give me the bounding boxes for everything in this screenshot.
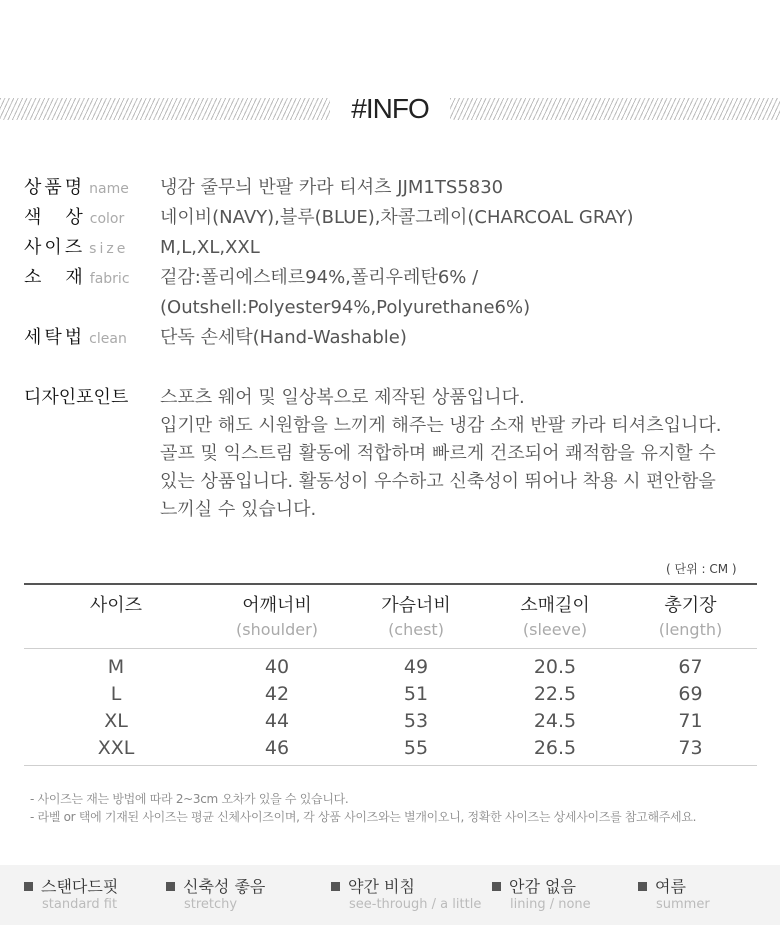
square-bullet-icon	[166, 882, 175, 891]
design-point-line: 있는 상품입니다. 활동성이 우수하고 신축성이 뛰어나 착용 시 편안함을	[160, 471, 716, 492]
table-cell: 69	[678, 683, 703, 705]
header-en: (length)	[658, 620, 723, 639]
table-cell: 67	[678, 656, 703, 678]
feature-label-en: standard fit	[42, 897, 118, 912]
info-label-en: color	[89, 211, 125, 227]
table-cell: L	[110, 683, 122, 705]
table-cell: 53	[403, 710, 429, 732]
info-title: #INFO	[330, 93, 450, 125]
feature-label-en: lining / none	[510, 897, 591, 912]
table-row	[24, 681, 757, 708]
table-body	[24, 649, 757, 766]
feature-see-through	[331, 877, 481, 913]
table-cell: 55	[403, 737, 429, 759]
header-ko: 가슴너비	[381, 595, 451, 616]
table-cell: 20.5	[533, 656, 577, 678]
header-en: (sleeve)	[522, 620, 588, 639]
info-label-ko: 상품명	[24, 177, 86, 198]
feature-label-ko: 여름	[655, 877, 686, 896]
table-cell: 46	[264, 737, 290, 759]
table-row	[24, 735, 757, 762]
product-info-list	[24, 176, 764, 356]
table-header	[24, 585, 757, 649]
info-label-en: size	[89, 241, 129, 257]
info-row-clean	[24, 326, 764, 356]
table-cell: XL	[104, 710, 128, 732]
table-cell: XXL	[97, 737, 135, 759]
feature-label-en: summer	[656, 897, 710, 912]
table-cell: 42	[264, 683, 290, 705]
size-table	[24, 583, 757, 766]
info-label-en: name	[89, 181, 129, 197]
info-label-ko: 세탁법	[24, 327, 86, 348]
table-cell: 73	[678, 737, 703, 759]
size-note: - 라벨 or 택에 기재된 사이즈는 평균 신체사이즈이며, 각 상품 사이즈와는 별개이오니, 정확한 사이즈는 상세사이즈를 참고해주세요.	[30, 810, 697, 824]
info-value: 단독 손세탁(Hand-Washable)	[160, 327, 407, 348]
info-value: (Outshell:Polyester94%,Polyurethane6%)	[160, 297, 531, 318]
feature-label-ko: 약간 비침	[348, 877, 415, 896]
feature-label-ko: 안감 없음	[509, 877, 576, 896]
square-bullet-icon	[492, 882, 501, 891]
info-value: 냉감 줄무늬 반팔 카라 티셔츠 JJM1TS5830	[160, 177, 504, 198]
table-cell: 24.5	[533, 710, 577, 732]
info-row-fabric	[24, 266, 764, 296]
square-bullet-icon	[24, 882, 33, 891]
size-note: - 사이즈는 재는 방법에 따라 2~3cm 오차가 있을 수 있습니다.	[30, 792, 349, 806]
feature-lining	[492, 877, 591, 913]
info-value: 겉감:폴리에스테르94%,폴리우레탄6% /	[160, 267, 479, 288]
feature-label-en: see-through / a little	[349, 897, 482, 912]
table-cell: 40	[264, 656, 290, 678]
design-point-line: 스포츠 웨어 및 일상복으로 제작된 상품입니다.	[160, 387, 525, 408]
header-ko: 총기장	[664, 595, 717, 616]
table-cell: 51	[403, 683, 429, 705]
info-value: M,L,XL,XXL	[160, 237, 260, 258]
design-point-label: 디자인포인트	[24, 387, 129, 408]
info-label-ko: 색 상	[24, 207, 86, 228]
feature-stretchy	[166, 877, 265, 913]
info-label-ko: 소 재	[24, 267, 86, 288]
header-en: (shoulder)	[236, 620, 318, 639]
table-cell: 49	[403, 656, 429, 678]
info-row-size	[24, 236, 764, 266]
info-label-en: fabric	[89, 271, 130, 287]
table-cell: 26.5	[533, 737, 577, 759]
feature-standard-fit	[24, 877, 118, 913]
info-value: 네이비(NAVY),블루(BLUE),차콜그레이(CHARCOAL GRAY)	[160, 207, 634, 228]
design-point-line: 입기만 해도 시원함을 느끼게 해주는 냉감 소재 반팔 카라 티셔츠입니다.	[160, 415, 722, 436]
size-unit-label: ( 단위 : CM )	[666, 562, 737, 576]
size-notes	[30, 790, 696, 826]
design-point-line: 느끼실 수 있습니다.	[160, 499, 317, 520]
info-label-en: clean	[89, 331, 127, 347]
feature-label-ko: 신축성 좋음	[183, 877, 266, 896]
table-cell: 22.5	[533, 683, 577, 705]
feature-label-ko: 스탠다드핏	[41, 877, 119, 896]
info-row-color	[24, 206, 764, 236]
table-cell: 44	[264, 710, 290, 732]
info-label-ko: 사이즈	[24, 237, 86, 258]
header-ko: 어깨너비	[242, 595, 312, 616]
square-bullet-icon	[331, 882, 340, 891]
design-point-line: 골프 및 익스트림 활동에 적합하며 빠르게 건조되어 쾌적함을 유지할 수	[160, 443, 716, 464]
table-cell: 71	[678, 710, 703, 732]
header-ko: 사이즈	[89, 595, 143, 616]
header-en: (chest)	[388, 620, 444, 639]
design-point-text	[160, 384, 760, 524]
feature-bar	[0, 865, 780, 925]
square-bullet-icon	[638, 882, 647, 891]
table-row	[24, 654, 757, 681]
feature-label-en: stretchy	[184, 897, 238, 912]
table-row	[24, 708, 757, 735]
table-cell: M	[107, 656, 125, 678]
info-row-name	[24, 176, 764, 206]
header-ko: 소매길이	[520, 595, 590, 616]
feature-summer	[638, 877, 710, 913]
info-row-fabric-cont	[24, 296, 764, 326]
